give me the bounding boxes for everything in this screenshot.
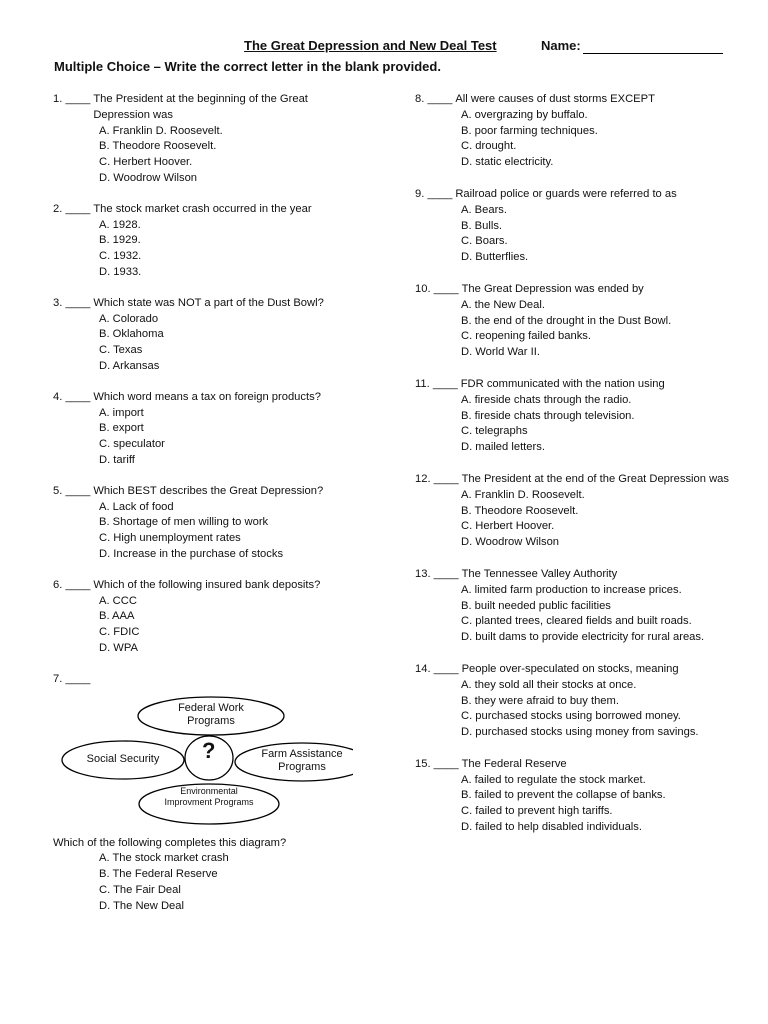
answer-choice: A. The stock market crash — [99, 852, 229, 865]
diagram-question-mark: ? — [202, 737, 216, 763]
answer-choice: A. 1928. — [99, 218, 141, 231]
web-diagram — [53, 694, 353, 826]
question-text: The President at the beginning of the Great Depression was — [93, 93, 308, 121]
answer-choices — [415, 488, 745, 551]
answer-choice: D. static electricity. — [461, 156, 554, 169]
answer-choice: B. AAA — [99, 610, 135, 623]
question-text: The Great Depression was ended by — [461, 282, 644, 295]
question-stem — [415, 472, 745, 488]
answer-choices — [53, 500, 373, 563]
question-1 — [53, 92, 373, 187]
question-text: Which BEST describes the Great Depression? — [93, 484, 324, 497]
answer-choice: D. tariff — [99, 453, 135, 466]
answer-choice: D. The New Deal — [99, 899, 184, 912]
answer-choice: B. fireside chats through television. — [461, 409, 635, 422]
question-11 — [415, 377, 745, 456]
answer-choice: B. the end of the drought in the Dust Bowl. — [461, 314, 672, 327]
answer-choice: B. Shortage of men willing to work — [99, 516, 269, 529]
name-blank-line[interactable] — [583, 53, 723, 54]
answer-choice: C. planted trees, cleared fields and built roads. — [461, 615, 692, 628]
question-text: FDR communicated with the nation using — [460, 377, 665, 390]
answer-choices — [53, 851, 373, 914]
question-stem — [415, 567, 745, 583]
answer-blank[interactable]: 2. ____ — [53, 202, 91, 215]
left-column — [53, 92, 373, 929]
answer-choices — [53, 312, 373, 375]
answer-choice: C. The Fair Deal — [99, 883, 181, 896]
answer-choices — [53, 218, 373, 281]
answer-choice: D. Woodrow Wilson — [99, 171, 198, 184]
question-prompt: Which of the following completes this diagram? — [53, 836, 287, 849]
answer-choice: C. speculator — [99, 438, 165, 451]
question-text: All were causes of dust storms EXCEPT — [455, 93, 655, 105]
answer-blank[interactable]: 9. ____ — [415, 187, 453, 200]
diagram-label-left: Social Security — [86, 752, 160, 765]
question-13 — [415, 567, 745, 646]
diagram-label-top: Federal Work Programs — [178, 701, 244, 727]
question-stem — [53, 390, 373, 406]
answer-choice: C. 1932. — [99, 250, 142, 263]
answer-choice: B. Theodore Roosevelt. — [461, 504, 579, 517]
question-text: Which word means a tax on foreign products? — [93, 390, 321, 403]
answer-blank[interactable]: 15. ____ — [415, 757, 459, 770]
question-text: Which of the following insured bank deposits? — [93, 578, 321, 591]
answer-choices — [415, 203, 745, 266]
question-3 — [53, 296, 373, 375]
answer-blank[interactable]: 1. ____ — [53, 93, 91, 105]
answer-choice: A. they sold all their stocks at once. — [461, 678, 637, 691]
question-stem — [53, 484, 373, 500]
answer-choice: D. Butterflies. — [461, 251, 529, 264]
test-header — [0, 38, 768, 58]
question-2 — [53, 202, 373, 281]
answer-choices — [415, 678, 745, 741]
answer-blank[interactable]: 13. ____ — [415, 567, 459, 580]
answer-choice: C. reopening failed banks. — [461, 330, 591, 343]
answer-blank[interactable]: 12. ____ — [415, 472, 459, 485]
answer-choice: C. Texas — [99, 344, 143, 357]
answer-choice: C. FDIC — [99, 626, 140, 639]
answer-choice: B. export — [99, 422, 144, 435]
answer-choice: D. Arkansas — [99, 359, 160, 372]
answer-choice: D. failed to help disabled individuals. — [461, 821, 642, 834]
answer-choice: C. Herbert Hoover. — [99, 156, 193, 169]
answer-choices — [415, 298, 745, 361]
answer-choice: A. failed to regulate the stock market. — [461, 773, 646, 786]
answer-blank[interactable]: 5. ____ — [53, 484, 91, 497]
answer-choice: A. Franklin D. Roosevelt. — [99, 124, 223, 137]
test-title: The Great Depression and New Deal Test — [244, 38, 497, 53]
answer-choice: A. fireside chats through the radio. — [461, 393, 632, 406]
question-stem — [415, 187, 745, 203]
answer-blank[interactable]: 7. ____ — [53, 672, 91, 685]
diagram-label-bottom: Environmental Improvment Programs — [164, 785, 254, 807]
question-stem — [415, 377, 745, 393]
answer-choice: D. World War II. — [461, 346, 540, 359]
question-stem — [53, 92, 373, 124]
answer-choice: B. failed to prevent the collapse of banks. — [461, 789, 666, 802]
question-10 — [415, 282, 745, 361]
answer-choice: B. poor farming techniques. — [461, 124, 598, 137]
answer-choice: A. CCC — [99, 594, 137, 607]
question-6 — [53, 578, 373, 657]
question-9 — [415, 187, 745, 266]
answer-choice: A. overgrazing by buffalo. — [461, 108, 588, 121]
answer-choice: D. built dams to provide electricity for rural areas. — [461, 631, 705, 644]
question-4 — [53, 390, 373, 469]
question-text: People over-speculated on stocks, meaning — [461, 662, 679, 675]
answer-choice: D. mailed letters. — [461, 441, 545, 454]
answer-choice: A. limited farm production to increase prices. — [461, 583, 682, 596]
answer-choices — [415, 108, 745, 171]
answer-choice: D. WPA — [99, 641, 138, 654]
answer-choice: C. drought. — [461, 140, 517, 153]
answer-blank[interactable]: 10. ____ — [415, 282, 459, 295]
answer-choice: D. Increase in the purchase of stocks — [99, 547, 284, 560]
diagram-label-right: Farm Assistance Programs — [261, 747, 343, 773]
answer-blank[interactable]: 11. ____ — [415, 377, 458, 390]
answer-choice: B. Theodore Roosevelt. — [99, 140, 217, 153]
question-15 — [415, 757, 745, 836]
answer-blank[interactable]: 3. ____ — [53, 296, 91, 309]
question-stem — [415, 757, 745, 773]
answer-blank[interactable]: 6. ____ — [53, 578, 91, 591]
instructions: Multiple Choice – Write the correct letter in the blank provided. — [54, 59, 441, 74]
question-14 — [415, 662, 745, 741]
answer-choice: C. Boars. — [461, 235, 508, 248]
answer-choices — [415, 393, 745, 456]
question-stem — [53, 578, 373, 594]
answer-choice: D. 1933. — [99, 265, 142, 278]
question-stem — [53, 296, 373, 312]
question-text: Which state was NOT a part of the Dust Bowl? — [93, 296, 324, 309]
answer-blank[interactable]: 14. ____ — [415, 662, 459, 675]
answer-blank[interactable]: 8. ____ — [415, 93, 453, 105]
answer-choice: C. purchased stocks using borrowed money. — [461, 710, 681, 723]
question-7 — [53, 672, 373, 915]
answer-choice: C. Herbert Hoover. — [461, 520, 555, 533]
answer-choice: B. 1929. — [99, 234, 141, 247]
question-text: The Federal Reserve — [461, 757, 567, 770]
question-text: Railroad police or guards were referred to as — [455, 187, 677, 200]
answer-choice: C. failed to prevent high tariffs. — [461, 805, 613, 818]
question-stem — [53, 202, 373, 218]
answer-choices — [415, 583, 745, 646]
question-5 — [53, 484, 373, 563]
answer-choice: B. built needed public facilities — [461, 599, 611, 612]
answer-choice: A. the New Deal. — [461, 298, 545, 311]
question-text: The stock market crash occurred in the year — [93, 202, 312, 215]
question-text: The President at the end of the Great Depression was — [461, 472, 729, 485]
answer-choice: A. Lack of food — [99, 500, 174, 513]
question-stem — [53, 672, 373, 688]
answer-choice: B. Oklahoma — [99, 328, 164, 341]
answer-choice: C. telegraphs — [461, 425, 528, 438]
answer-choices — [53, 594, 373, 657]
answer-choice: D. Woodrow Wilson — [461, 536, 560, 549]
right-column — [415, 92, 745, 852]
answer-blank[interactable]: 4. ____ — [53, 390, 91, 403]
question-12 — [415, 472, 745, 551]
question-text: The Tennessee Valley Authority — [461, 567, 618, 580]
answer-choice: A. Colorado — [99, 312, 159, 325]
answer-choice: A. Bears. — [461, 203, 508, 216]
answer-choices — [53, 406, 373, 469]
answer-choice: C. High unemployment rates — [99, 532, 241, 545]
question-stem — [415, 92, 745, 108]
answer-choice: A. Franklin D. Roosevelt. — [461, 488, 585, 501]
answer-choices — [53, 124, 373, 187]
answer-choices — [415, 773, 745, 836]
answer-choice: B. The Federal Reserve — [99, 868, 218, 881]
answer-choice: D. purchased stocks using money from savings. — [461, 726, 699, 739]
answer-choice: B. they were afraid to buy them. — [461, 694, 619, 707]
name-label: Name: — [541, 38, 581, 53]
answer-choice: A. import — [99, 406, 144, 419]
question-8 — [415, 92, 745, 171]
question-stem — [415, 282, 745, 298]
answer-choice: B. Bulls. — [461, 219, 503, 232]
question-stem — [415, 662, 745, 678]
